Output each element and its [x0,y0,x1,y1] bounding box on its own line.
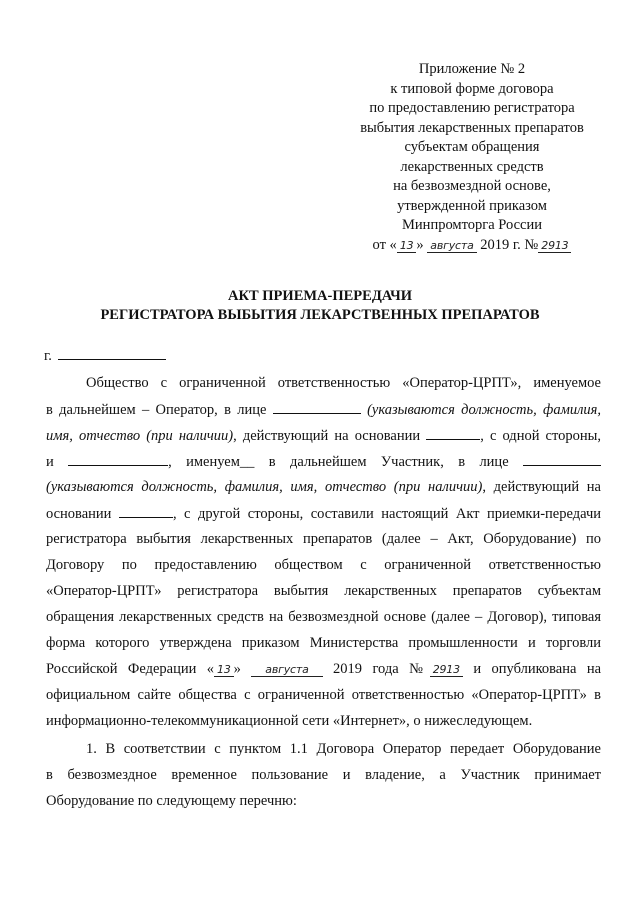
body-line [46,687,601,704]
body-line [46,401,601,419]
handwritten-month: августа [427,239,476,253]
body-text: «Оператор-ЦРПТ» регистратора выбытия лекарственных препаратов субъектам [46,583,601,599]
appendix-line: на безвозмездной основе, [393,178,551,194]
body-text: в [458,454,466,470]
appendix-block [352,60,592,255]
date-prefix: от « [372,236,397,253]
body-text: Участник, [380,454,444,470]
point-1-line [46,793,601,810]
blank-position [273,401,361,414]
body-text: в дальнейшем – Оператор, в лице [46,402,267,418]
body-line [46,453,601,471]
body-text: , с одной стороны, [480,428,602,444]
body-text: информационно-телекоммуникационной сети «Интернет», о нижеследующем. [46,713,533,729]
appendix-line: Приложение № 2 [418,61,526,77]
handwritten-day: 13 [397,239,417,253]
body-text: именуем__ [186,454,255,470]
body-text: официальном сайте общества с ограниченной ответственностью «Оператор-ЦРПТ» в [46,687,601,703]
body-line [46,609,601,626]
city-blank [58,347,166,360]
body-text: , действующий на [482,479,601,495]
body-text: в [268,454,276,470]
appendix-line: субъектам обращения [404,139,540,155]
body-line [46,713,601,730]
handwritten-day: 13 [214,663,234,677]
body-text: лице [479,454,509,470]
handwritten-number: 2913 [430,663,463,677]
appendix-line: выбытия лекарственных препаратов [360,119,584,136]
appendix-line: по предоставлению регистратора [369,100,575,116]
body-text: , [168,454,172,470]
appendix-date-line [352,236,592,256]
body-text: , с другой стороны, составили настоящий Акт приемки-передачи [172,506,602,522]
title-line-1: АКТ ПРИЕМА-ПЕРЕДАЧИ [228,288,412,304]
italic-note: (указываются должность, фамилия, имя, отчество (при наличии) [46,479,483,495]
body-text: 2019 года № [333,661,430,677]
body-line [46,375,601,392]
body-text: Общество с ограниченной ответственностью «Оператор-ЦРПТ», именуемое [86,375,601,391]
body-text: » [233,661,241,677]
point-1-line [46,741,601,758]
blank-basis-2 [119,505,173,518]
city-label: г. [44,348,52,364]
italic-note: (указываются должность, фамилия, [367,402,602,418]
blank-participant [68,453,168,466]
handwritten-number: 2913 [538,239,571,253]
body-text: основании [46,506,112,522]
appendix-line: Минпромторга России [402,217,542,233]
handwritten-month: августа [251,663,322,677]
body-text: в безвозмездное временное пользование и владение, а Участник принимает [46,767,601,783]
date-mid: » [416,236,424,253]
body-text: и [46,454,54,470]
body-text: дальнейшем [290,454,367,470]
italic-note: имя, отчество (при наличии) [46,428,234,444]
body-line [46,635,601,652]
body-text: Российской Федерации « [46,661,215,677]
body-text: 1. В соответствии с пунктом 1.1 Договора Оператор передает Оборудование [86,741,601,757]
body-line [46,557,601,574]
document-title [0,287,640,325]
appendix-line: к типовой форме договора [390,80,554,97]
appendix-line: утвержденной приказом [397,197,547,214]
body-text: регистратора выбытия лекарственных препаратов (далее – Акт, Оборудование) по [46,531,601,547]
appendix-line: лекарственных средств [400,158,544,175]
blank-representative [523,453,601,466]
body-text: и опубликована на [473,661,602,677]
body-line [46,427,601,445]
body-line [46,479,601,496]
body-text: обращения лекарственных средств на безвозмездной основе (далее – Договор), типовая [46,609,601,625]
blank-basis [426,427,480,440]
title-line-2: РЕГИСТРАТОРА ВЫБЫТИЯ ЛЕКАРСТВЕННЫХ ПРЕПАРАТОВ [100,307,540,323]
body-line [46,505,601,523]
city-field [44,347,166,365]
body-line [46,661,601,678]
body-text: , действующий на основании [233,428,421,444]
point-1-line [46,767,601,784]
body-line [46,583,601,600]
body-text: форма которого утверждена приказом Министерства промышленности и торговли [46,635,601,651]
body-line [46,531,601,548]
body-text: Договору по предоставлению обществом с ограниченной ответственностью [46,557,601,573]
body-text: Оборудование по следующему перечню: [46,793,297,809]
date-suffix: 2019 г. № [480,236,539,253]
